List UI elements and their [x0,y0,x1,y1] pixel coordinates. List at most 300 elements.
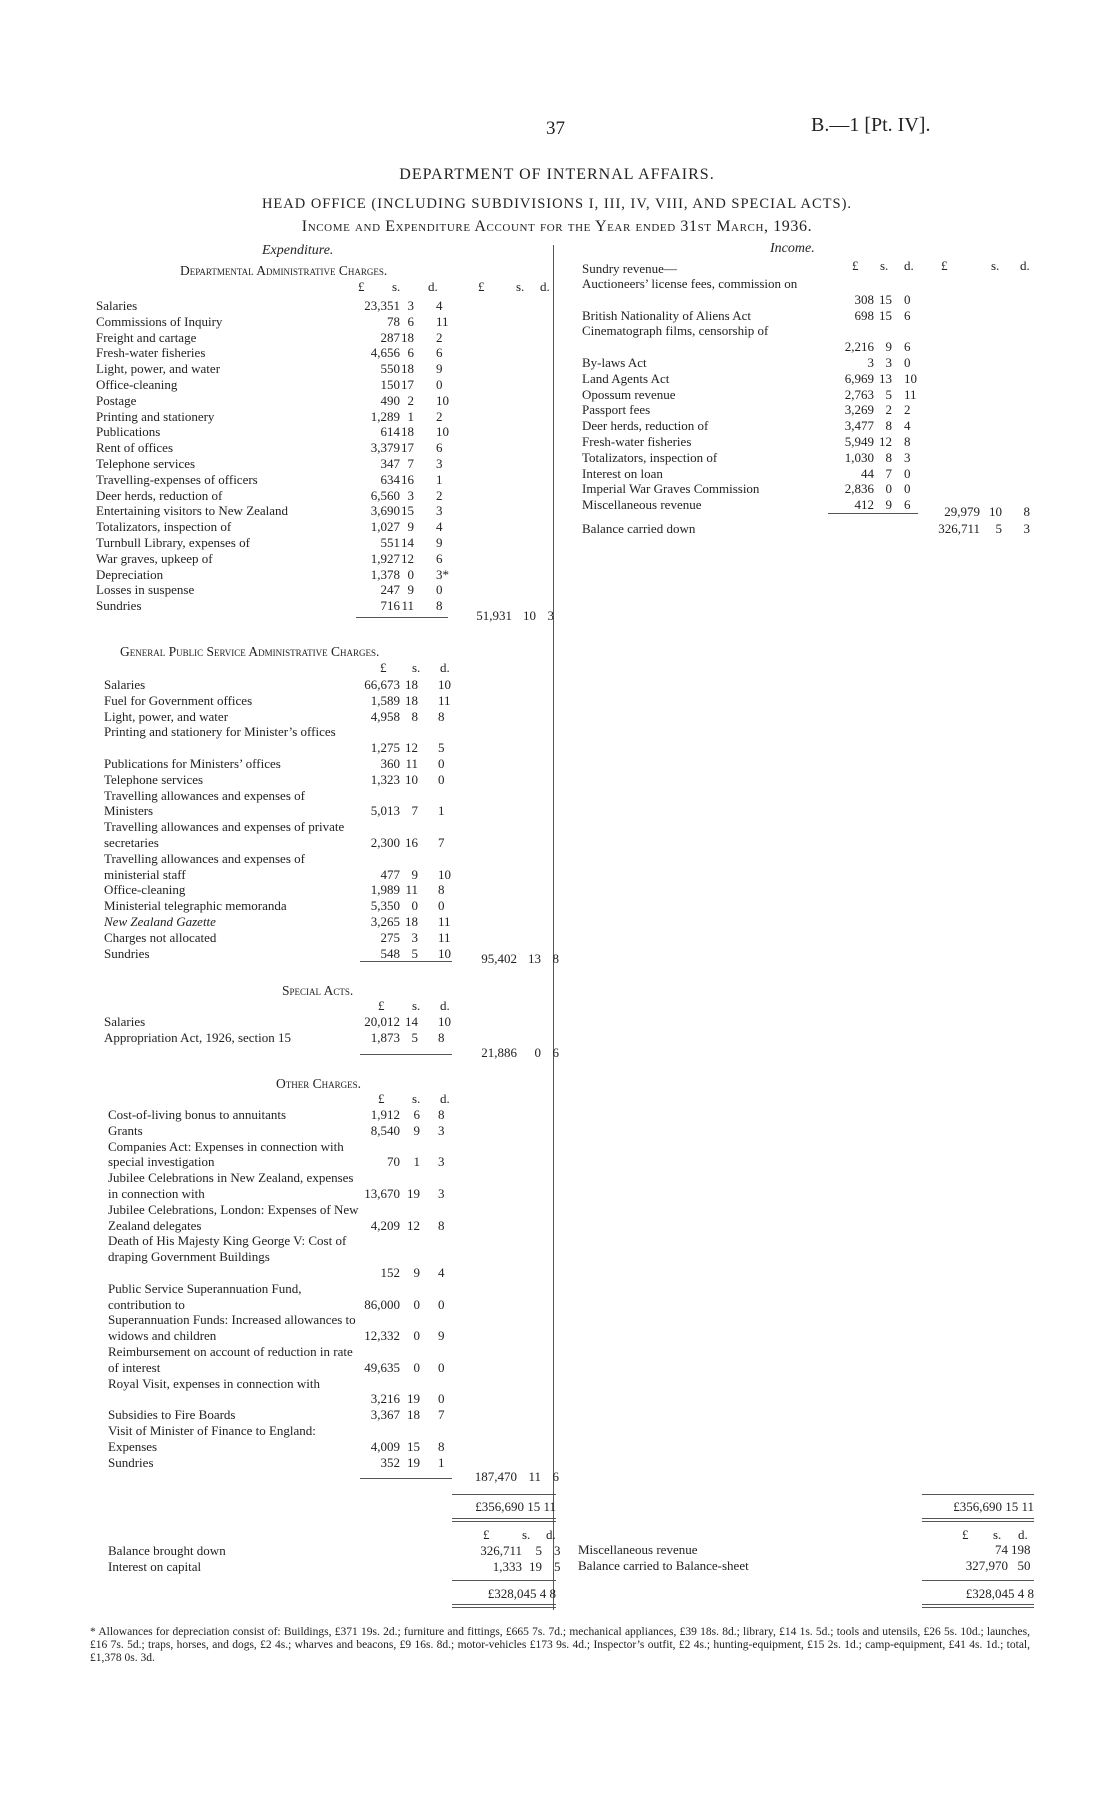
special-row-label: Appropriation Act, 1926, section 15 [104,1029,292,1045]
currency-header-pound-total: £ [478,279,485,294]
special-currency-pence: d. [440,998,450,1013]
departmental-row [96,361,446,377]
other-row-label: Companies Act: Expenses in connection with special investigation [108,1138,344,1170]
general-row-pence: 11 [438,692,451,708]
special-currency-shilling: s. [412,998,421,1013]
departmental-row-pence: 9 [436,534,443,550]
general-currency-pound: £ [380,660,387,675]
general-row-pence: 8 [438,708,445,724]
other-row [108,1233,454,1280]
other-row-pence: 9 [438,1328,445,1344]
departmental-row-pence: 0 [436,376,443,392]
other-row-pence: 3 [438,1154,445,1170]
departmental-row [96,298,446,314]
special-heading: Special Acts. [282,983,354,998]
second-right-row-pence: 8 [1024,1542,1031,1557]
other-row-shillings: 1 [413,1154,420,1170]
special-rule [360,1054,452,1055]
income-row [582,402,932,418]
departmental-total [450,608,554,624]
second-left-row-pence: 5 [554,1558,561,1574]
other-currency-pence: d. [440,1091,450,1106]
departmental-row-pence: 9 [436,361,443,377]
income-total [920,504,1030,520]
general-row-pence: 10 [438,677,451,692]
income-currency-shilling-total: s. [991,258,1000,273]
general-row-pence: 0 [438,755,445,771]
income-row-pence: 6 [904,339,911,355]
departmental-row-shillings: 3 [407,487,414,503]
departmental-row [96,535,446,551]
total-shillings: 10 [523,608,536,623]
departmental-row [96,582,446,598]
special-row [104,1014,454,1030]
other-row [108,1407,454,1423]
departmental-row-shillings: 6 [407,313,414,329]
other-row [108,1202,454,1234]
second-right-rule-bottom [922,1604,1034,1608]
other-row [108,1312,454,1344]
other-row-pounds: 4,009 [370,1438,400,1454]
second-right-total: £328,045 4 8 [965,1586,1034,1601]
income-row [582,497,932,513]
income-currency-pound-total: £ [941,258,948,273]
expenditure-grand-rule-bottom [452,1518,556,1522]
total-pence: 8 [552,951,559,966]
other-total [455,1469,559,1485]
general-currency-shilling: s. [412,660,421,675]
general-row-pounds: 3,265 [370,913,400,929]
departmental-row [96,345,446,361]
departmental-row-pounds: 1,289 [370,408,400,424]
departmental-row-shillings: 15 [401,503,414,519]
second-left-rule-top [452,1580,556,1581]
departmental-row-label: Telephone services [96,455,196,471]
other-row [108,1107,454,1123]
other-row-label: Subsidies to Fire Boards [108,1407,236,1423]
other-row-pounds: 352 [380,1454,400,1470]
general-row [104,772,454,788]
income-row [582,481,932,497]
income-row-pounds: 44 [861,465,874,481]
special-total [455,1045,559,1061]
other-row-pounds: 4,209 [370,1217,400,1233]
departmental-row-label: Entertaining visitors to New Zealand [96,503,289,519]
other-row [108,1455,454,1471]
departmental-row-pence: 2 [436,329,443,345]
departmental-row-label: Freight and cartage [96,329,197,345]
general-row-label: Fuel for Government offices [104,692,253,708]
general-row-shillings: 18 [405,677,418,692]
special-row-pence: 10 [438,1014,451,1029]
income-row-shillings: 15 [879,307,892,323]
second-left-row-label: Balance brought down [108,1543,226,1558]
departmental-row-pounds: 78 [387,313,400,329]
total-pounds: 51,931 [476,608,512,623]
departmental-rule [356,617,448,618]
general-row-label: New Zealand Gazette [104,913,216,929]
general-row-pounds: 1,323 [370,771,400,787]
departmental-row-pounds: 3,690 [370,503,400,519]
income-row-label: By-laws Act [582,354,647,370]
departmental-row-pence: 3 [436,503,443,519]
income-row-shillings: 15 [879,291,892,307]
income-total-pounds: 29,979 [944,504,980,519]
other-row-pence: 0 [438,1391,445,1407]
balance-pence: 3 [1023,521,1030,536]
income-currency-shilling: s. [880,258,889,273]
departmental-row [96,424,449,440]
other-row-shillings: 0 [413,1328,420,1344]
general-row [104,882,454,898]
departmental-items [96,298,449,614]
total-pounds: 95,402 [481,951,517,966]
departmental-row-label: Postage [96,392,137,408]
other-row-label: Visit of Minister of Finance to England: Expenses [108,1422,316,1454]
departmental-row-pounds: 287 [380,329,400,345]
total-pounds: 187,470 [474,1469,517,1484]
other-row [108,1170,454,1202]
income-row-label: Imperial War Graves Commission [582,481,760,497]
general-row [104,914,454,930]
income-row [582,371,932,387]
departmental-row-pounds: 490 [380,392,400,408]
departmental-row-shillings: 9 [407,582,414,598]
departmental-row-label: Publications [96,424,161,440]
departmental-row-label: Losses in suspense [96,582,195,598]
departmental-row [96,488,446,504]
income-row-pence: 0 [904,481,911,497]
second-left-currency-pound: £ [483,1527,490,1542]
income-row-label: Auctioneers’ license fees, commission on [582,276,798,291]
departmental-row [96,551,446,567]
income-row-pounds: 5,949 [844,433,874,449]
departmental-row-pence: 2 [436,408,443,424]
general-row-shillings: 18 [405,913,418,929]
departmental-row-pence: 2 [436,487,443,503]
general-row-shillings: 11 [405,882,418,898]
other-row-shillings: 19 [407,1454,420,1470]
general-row [104,756,454,772]
departmental-row [96,472,446,488]
general-row-shillings: 11 [405,755,418,771]
departmental-row-pounds: 614 [380,424,400,440]
departmental-row-pounds: 1,927 [370,550,400,566]
general-row [104,693,454,709]
second-right-row-shillings: 5 [1017,1557,1024,1573]
total-pence: 3 [547,608,554,623]
income-row-label: Opossum revenue [582,386,676,402]
second-left-total: £328,045 4 8 [487,1586,556,1601]
general-row-shillings: 8 [411,708,418,724]
income-row-shillings: 5 [885,386,892,402]
other-row-shillings: 0 [413,1359,420,1375]
departmental-row-shillings: 17 [401,440,414,456]
second-left-row-label: Interest on capital [108,1558,202,1574]
income-heading: Income. [770,241,815,256]
departmental-row [96,456,446,472]
departmental-row-pence: 1 [436,471,443,487]
general-row-pounds: 5,013 [370,803,400,819]
income-row-pence: 0 [904,354,911,370]
income-row-pence: 2 [904,402,911,418]
other-row-label: Grants [108,1122,143,1138]
total-shillings: 11 [528,1469,541,1484]
other-row [108,1344,454,1376]
departmental-row [96,313,449,330]
departmental-row-pence: 0 [436,582,443,598]
departmental-row-pounds: 150 [380,376,400,392]
general-row-pence: 7 [438,834,445,850]
departmental-row-shillings: 2 [407,392,414,408]
other-row-pounds: 70 [387,1154,400,1170]
income-row-pence: 8 [904,433,911,449]
general-row-label: Salaries [104,677,146,692]
departmental-row [96,440,446,456]
departmental-row-pence: 3 [436,455,443,471]
general-row [104,788,454,820]
departmental-row-pence: 11 [436,313,449,329]
other-row-pounds: 8,540 [370,1122,400,1138]
balance-carried-down [582,521,1030,537]
income-row-shillings: 12 [879,433,892,449]
departmental-row-shillings: 18 [401,329,414,345]
departmental-row-label: Travelling-expenses of officers [96,471,258,487]
other-row-label: Superannuation Funds: Increased allowances to widows and children [108,1312,356,1344]
other-row-shillings: 12 [407,1217,420,1233]
general-row-pence: 5 [438,740,445,756]
other-row-shillings: 19 [407,1391,420,1407]
other-currency-pound: £ [378,1091,385,1106]
departmental-row-label: Printing and stationery [96,408,215,424]
income-row-shillings: 2 [885,402,892,418]
departmental-row [96,566,449,583]
general-row-shillings: 18 [405,692,418,708]
second-right-row [578,1542,1034,1558]
income-row-label: Cinematograph films, censorship of [582,323,769,339]
income-row-label: Fresh-water fisheries [582,433,692,449]
second-right-rule-top [922,1580,1034,1581]
income-row-shillings: 8 [885,418,892,434]
general-row-label: Printing and stationery for Minister’s offices [104,724,336,740]
general-row-shillings: 16 [405,834,418,850]
departmental-row-shillings: 3 [407,298,414,313]
income-row-pounds: 2,836 [844,481,874,497]
general-row-pounds: 477 [380,866,400,882]
general-row [104,946,454,962]
general-row-shillings: 5 [411,945,418,961]
balance-pounds: 326,711 [938,521,980,536]
currency-header-pound: £ [358,279,365,294]
sundry-revenue-heading: Sundry revenue— [582,261,677,276]
general-row-label: Travelling allowances and expenses of ministerial staff [104,850,305,882]
income-grand-rule-top [922,1494,1034,1495]
page-number: 37 [546,118,565,139]
income-row-pounds: 2,216 [844,339,874,355]
income-total-pence: 8 [1023,504,1030,519]
departmental-row-pence: 10 [436,392,449,408]
income-row-pence: 0 [904,465,911,481]
departmental-row-pounds: 23,351 [364,298,400,313]
other-row-shillings: 9 [413,1264,420,1280]
second-left-row-shillings: 19 [529,1558,542,1574]
special-row-pence: 8 [438,1029,445,1045]
total-shillings: 13 [528,951,541,966]
income-row-shillings: 0 [885,481,892,497]
departmental-row-pence: 10 [436,424,449,440]
income-row-shillings: 3 [885,354,892,370]
departmental-row-label: Depreciation [96,566,164,582]
other-row-pence: 8 [438,1438,445,1454]
income-row [582,276,932,308]
departmental-row-pounds: 247 [380,582,400,598]
departmental-row-pounds: 550 [380,361,400,377]
other-row-pence: 8 [438,1107,445,1122]
departmental-row-label: Deer herds, reduction of [96,487,223,503]
income-row [582,308,932,324]
departmental-row-label: Fresh-water fisheries [96,345,206,361]
general-row-shillings: 0 [411,898,418,914]
income-row-shillings: 9 [885,497,892,513]
other-row [108,1281,454,1313]
general-row-pence: 8 [438,882,445,898]
income-row-pence: 4 [904,418,911,434]
other-row-pence: 8 [438,1217,445,1233]
departmental-row [96,409,446,425]
department-title: DEPARTMENT OF INTERNAL AFFAIRS. [399,166,715,183]
departmental-row-pence: 6 [436,440,443,456]
other-row-label: Sundries [108,1454,154,1470]
income-row-shillings: 7 [885,465,892,481]
second-left-row-pounds: 326,711 [480,1543,522,1558]
other-row-shillings: 15 [407,1438,420,1454]
departmental-row-shillings: 14 [401,534,414,550]
depreciation-footnote: * Allowances for depreciation consist of: Buildings, £371 19s. 2d.; furniture and fittings, £665 7s. 7d.; mechanical appliances, £39 18s. 8d.; library, £14 1s. 5d.; tools and utensils, £26 5s. 10d.; launches, £16 7s. 5d.; traps, horses, and dogs, £2 4s.; wharves and beacons, £9 16s. 8d.; motor-vehicles £173 9s. 4d.; Inspector’s outfit, £2 4s.; hunting-equipment, £15 2s. 1d.; camp-equipment, £41 4s. 1d.; total, £1,378 0s. 3d. [90,1626,1030,1664]
general-row [104,930,454,946]
other-row [108,1376,454,1408]
income-currency-pound: £ [852,258,859,273]
other-row-shillings: 0 [413,1296,420,1312]
departmental-row-shillings: 17 [401,376,414,392]
other-row [108,1139,454,1171]
departmental-row [96,519,446,535]
general-row-pence: 1 [438,803,445,819]
second-left-currency-shilling: s. [522,1527,531,1542]
general-row [104,898,454,914]
other-items [108,1107,454,1470]
general-row [104,819,454,851]
departmental-row-shillings: 7 [407,455,414,471]
general-row-label: Office-cleaning [104,882,186,898]
general-row-shillings: 3 [411,929,418,945]
general-row [104,724,454,756]
departmental-row-label: Sundries [96,598,142,614]
other-heading: Other Charges. [276,1076,362,1091]
departmental-row [96,392,449,409]
other-row-pence: 0 [438,1359,445,1375]
income-currency-pence: d. [904,258,914,273]
departmental-row-label: War graves, upkeep of [96,550,213,566]
general-row-pounds: 275 [380,929,400,945]
departmental-row-pence: 4 [436,298,443,313]
second-left-row-pence: 3 [554,1543,561,1558]
departmental-row-pence: 6 [436,550,443,566]
income-row-label: Deer herds, reduction of [582,418,709,434]
other-row-label: Cost-of-living bonus to annuitants [108,1107,287,1122]
departmental-row [96,503,446,519]
general-row-pounds: 1,275 [370,740,400,756]
income-items [582,276,932,513]
general-rule [360,961,452,962]
general-row [104,677,454,693]
income-row-pounds: 412 [854,497,874,513]
general-row-label: Telephone services [104,771,204,787]
income-row-pence: 11 [904,386,917,402]
income-row-pence: 3 [904,449,911,465]
departmental-row-pounds: 1,378 [370,566,400,582]
general-row-pounds: 5,350 [370,898,400,914]
departmental-row-label: Commissions of Inquiry [96,313,223,329]
departmental-row-label: Turnbull Library, expenses of [96,534,250,550]
other-row-pence: 3 [438,1122,445,1138]
general-row-pence: 11 [438,913,451,929]
second-left-currency-pence: d. [546,1527,556,1542]
departmental-row-label: Office-cleaning [96,376,178,392]
income-row [582,434,932,450]
total-pounds: 21,886 [481,1045,517,1060]
other-row-pounds: 12,332 [364,1328,400,1344]
income-grand-total: £356,690 15 11 [953,1499,1034,1514]
second-left-row-shillings: 5 [535,1543,542,1558]
other-row-label: Royal Visit, expenses in connection with [108,1375,321,1391]
other-row-shillings: 19 [407,1185,420,1201]
general-row [104,709,454,725]
second-left-row [108,1543,562,1559]
general-row-label: Publications for Ministers’ offices [104,755,281,771]
general-row-pounds: 1,989 [370,882,400,898]
income-row-pounds: 308 [854,291,874,307]
income-row-pounds: 3,269 [844,402,874,418]
general-row-pence: 11 [438,929,451,945]
other-row-pounds: 49,635 [364,1359,400,1375]
balance-shillings: 5 [995,521,1002,536]
second-right-row-pounds: 327,970 [965,1557,1008,1573]
departmental-row-pence: 4 [436,519,443,535]
income-row [582,355,932,371]
second-left-row [108,1559,562,1575]
income-grand-rule-bottom [922,1518,1034,1522]
general-row-label: Travelling allowances and expenses of Ministers [104,787,305,819]
general-row-pounds: 360 [380,755,400,771]
other-row [108,1423,454,1455]
departmental-row [96,377,446,393]
departmental-row-pence: 3* [436,566,449,582]
special-items [104,1014,454,1046]
other-row-pounds: 152 [380,1264,400,1280]
general-total [455,951,559,967]
departmental-heading: Departmental Administrative Charges. [180,263,388,278]
general-row-label: Charges not allocated [104,929,217,945]
departmental-row [96,330,446,346]
income-rule [828,513,918,514]
other-row-label: Public Service Superannuation Fund, contribution to [108,1280,302,1312]
departmental-row-shillings: 18 [401,361,414,377]
income-row [582,450,932,466]
income-row [582,387,932,403]
other-row-shillings: 6 [413,1107,420,1122]
general-row-pounds: 2,300 [370,834,400,850]
general-row-pounds: 1,589 [370,692,400,708]
